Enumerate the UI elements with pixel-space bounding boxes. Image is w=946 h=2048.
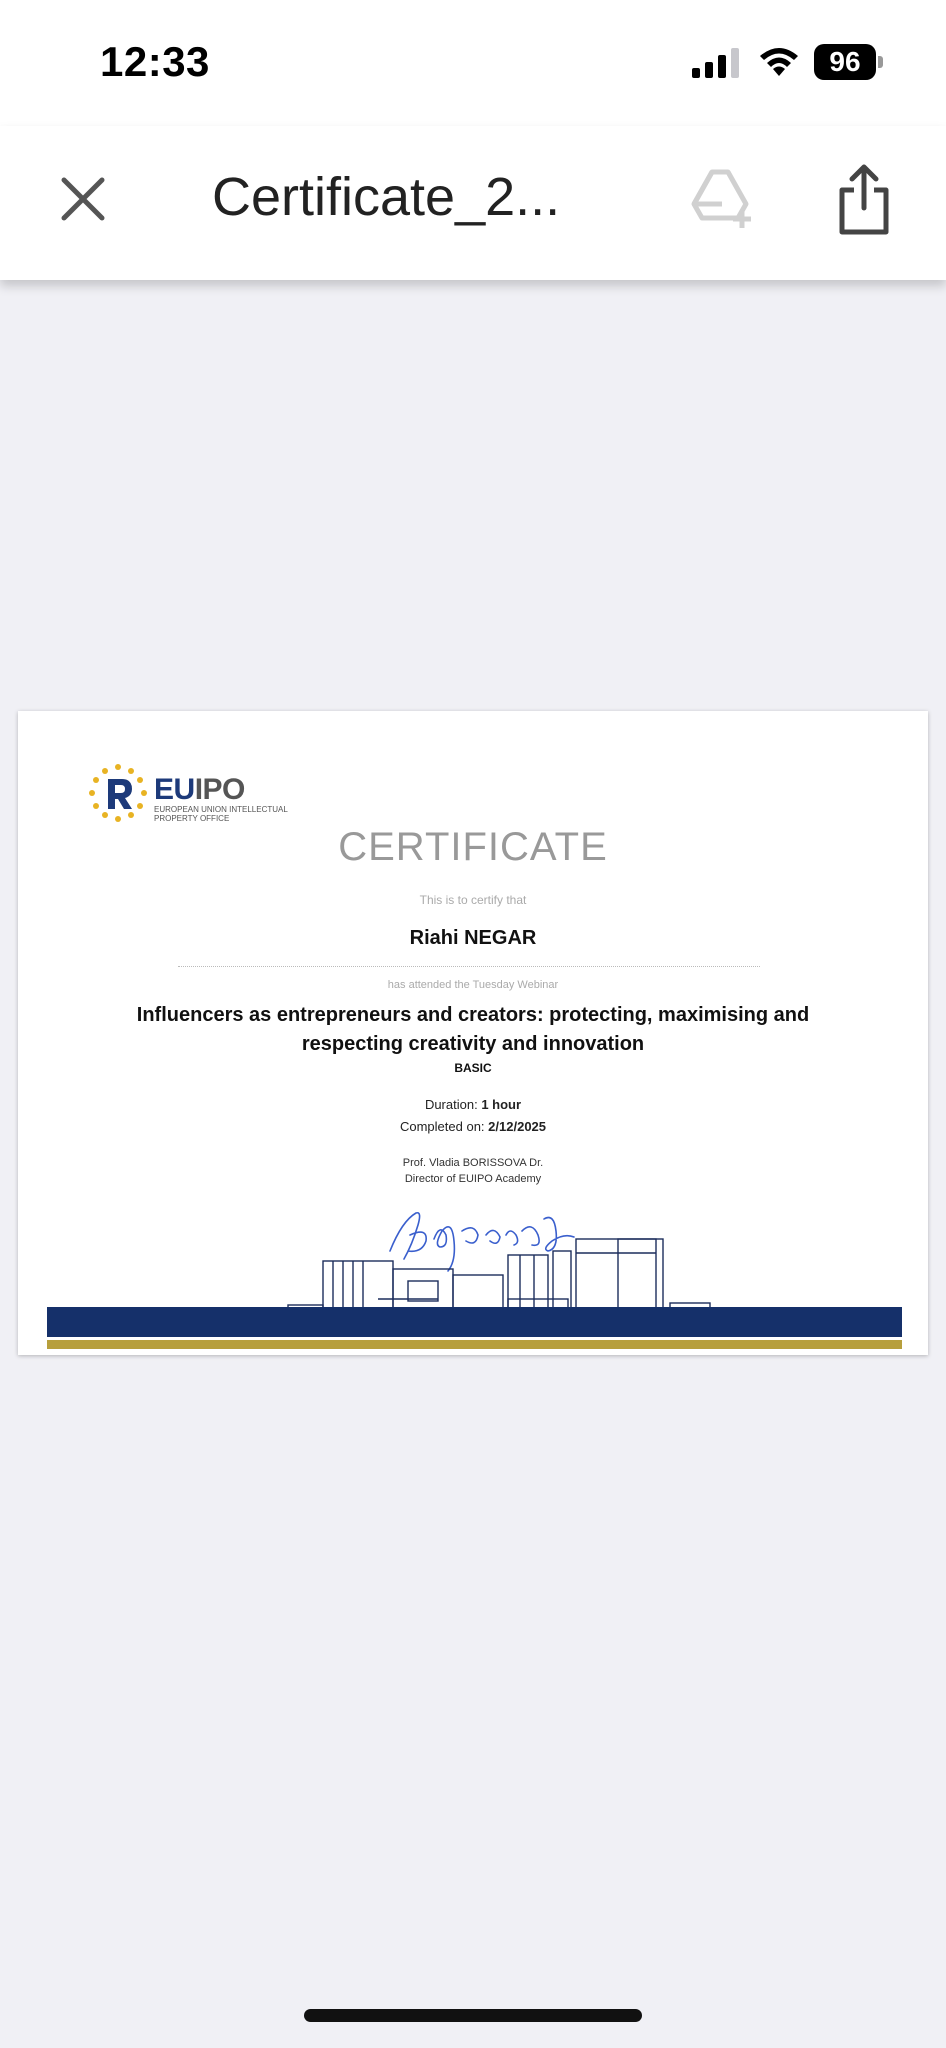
completed-line xyxy=(18,1119,928,1134)
logo-wordmark-suffix: IPO xyxy=(194,773,245,806)
logo-wordmark: EUIPO xyxy=(154,773,245,806)
document-title: Certificate_2... xyxy=(212,167,561,227)
duration-value: 1 hour xyxy=(481,1097,522,1112)
battery-tip xyxy=(878,56,883,68)
cellular-signal-icon xyxy=(692,48,740,78)
certify-text: This is to certify that xyxy=(419,893,527,907)
recipient-name: Riahi NEGAR xyxy=(409,927,537,949)
footer-band-blue xyxy=(47,1307,902,1337)
close-icon[interactable] xyxy=(56,172,110,226)
completed-label: Completed on: xyxy=(399,1119,485,1134)
add-to-drive-icon[interactable] xyxy=(688,166,756,230)
certificate-page xyxy=(18,711,928,1355)
name-divider xyxy=(178,966,760,967)
attended-text: has attended the Tuesday Webinar xyxy=(387,979,559,991)
duration-label: Duration: xyxy=(424,1097,478,1112)
euipo-logo xyxy=(88,763,328,827)
course-title: Influencers as entrepreneurs and creators: protecting, maximising and respecting creativity and innovation xyxy=(136,1004,810,1055)
status-bar xyxy=(0,0,946,126)
battery-indicator xyxy=(814,44,884,80)
wifi-icon xyxy=(758,44,800,78)
course-level: BASIC xyxy=(454,1061,492,1075)
share-icon[interactable] xyxy=(836,162,892,236)
logo-subtitle: EUROPEAN UNION INTELLECTUAL PROPERTY OFFICE xyxy=(154,805,288,823)
viewer-toolbar xyxy=(0,126,946,280)
signer-role: Director of EUIPO Academy xyxy=(404,1173,542,1185)
battery-level: 96 xyxy=(814,44,876,80)
duration-line xyxy=(18,1097,928,1112)
certificate-title: CERTIFICATE xyxy=(338,825,608,869)
home-indicator[interactable] xyxy=(304,2009,642,2022)
signer-name: Prof. Vladia BORISSOVA Dr. xyxy=(402,1157,544,1169)
completed-value: 2/12/2025 xyxy=(488,1119,547,1134)
status-time: 12:33 xyxy=(100,38,210,85)
eu-stars-logo-icon xyxy=(88,763,148,823)
footer-band-gold xyxy=(47,1340,902,1349)
